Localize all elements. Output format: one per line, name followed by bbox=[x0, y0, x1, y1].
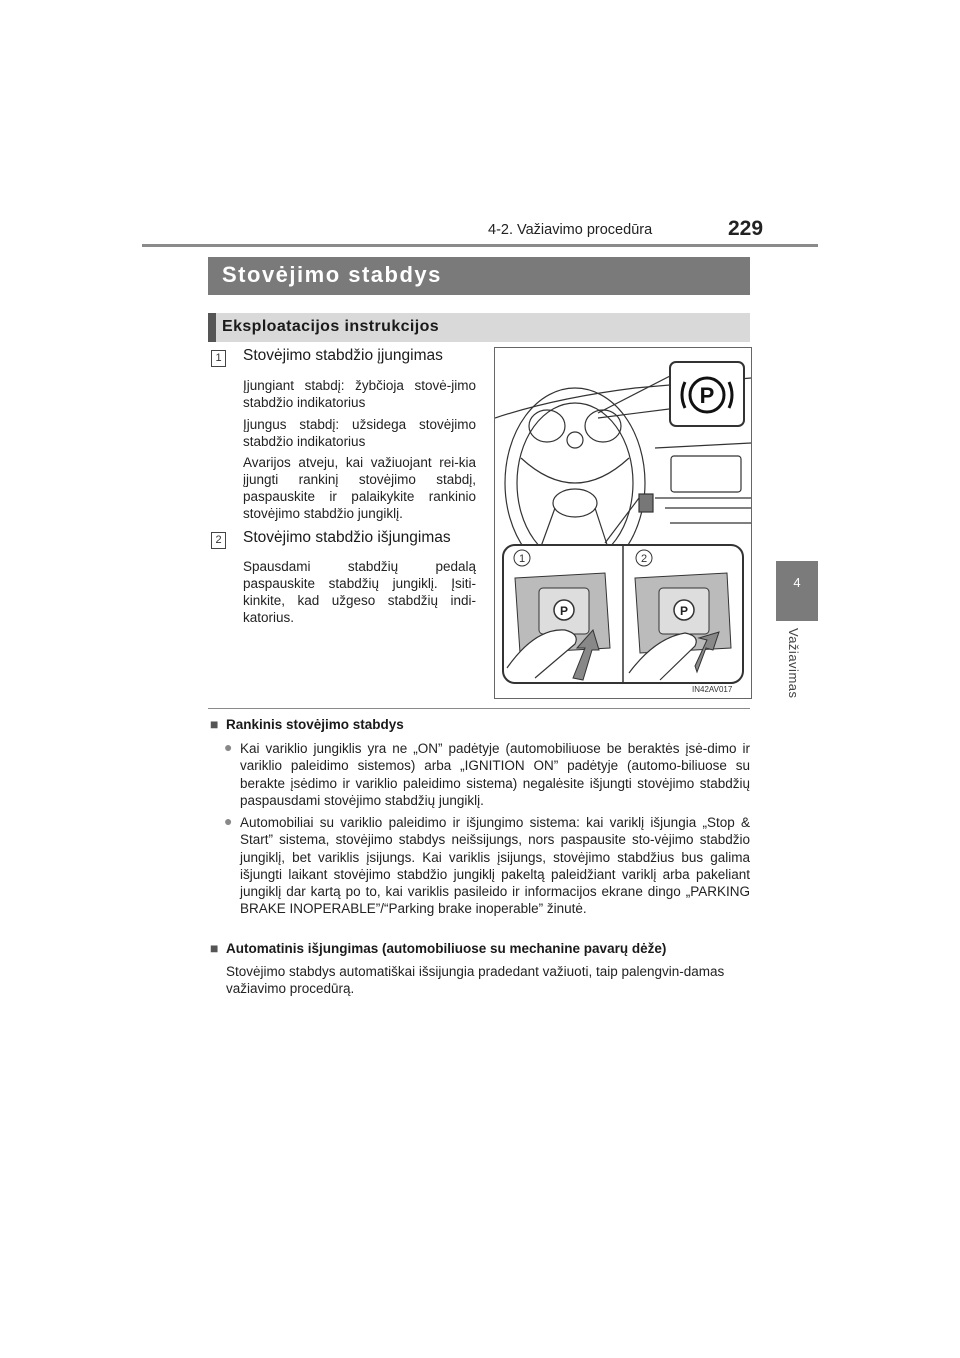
bullet-dot-icon: ● bbox=[224, 739, 233, 755]
note-2-heading: Automatinis išjungimas (automobiliuose su mechanine pavarų dėže) bbox=[226, 941, 667, 956]
step-heading-1: Stovėjimo stabdžio įjungimas bbox=[243, 347, 443, 364]
figure-code: IN42AV017 bbox=[692, 685, 733, 694]
subtitle-accent bbox=[208, 313, 216, 342]
section-title: 4-2. Važiavimo procedūra bbox=[488, 222, 653, 238]
chapter-tab bbox=[776, 561, 818, 621]
step-number-2: 2 bbox=[211, 532, 226, 549]
bullet-dot-icon: ● bbox=[224, 813, 233, 829]
note-1-bullet-2: Automobiliai su variklio paleidimo ir išjungimo sistema: kai variklį išjungia „Stop & Start” sistema, stovėjimo stabdys neišsijungs, nors paspausite sto-vėjimo stabdžio jungiklį, bet variklis įsijungs. Kai variklis įsijungs, stovėjimo stabdžius bus galima išjungti laikant stovėjimo stabdžio jungiklį pakeltą paleidžiant variklį arba pakeliant jungiklį dar kartą po to, kai variklis pasileido ir informacijos ekrane dingo „PARKING BRAKE INOPERABLE”/“Parking brake inoperable” žinutė. bbox=[240, 815, 750, 917]
indicator-symbol: P bbox=[699, 383, 715, 408]
note-1-heading: Rankinis stovėjimo stabdys bbox=[226, 717, 404, 732]
step-1-paragraph-2: Įjungus stabdį: užsidega stovėjimo stabdžio indikatorius bbox=[243, 417, 476, 449]
switch-symbol-1: P bbox=[559, 604, 569, 618]
step-heading-2: Stovėjimo stabdžio išjungimas bbox=[243, 529, 451, 546]
chapter-label: Važiavimas bbox=[786, 628, 801, 699]
page-title: Stovėjimo stabdys bbox=[222, 262, 442, 287]
note-2-text: Stovėjimo stabdys automatiškai išsijungia pradedant važiuoti, taip palengvin-damas važiavimo procedūrą. bbox=[226, 964, 725, 997]
note-2-marker-icon: ■ bbox=[210, 940, 219, 956]
step-1-paragraph-3: Avarijos atveju, kai važiuojant rei-kia įjungti rankinį stovėjimo stabdį, paspauskite ir palaikykite rankinio stovėjimo stabdžio jungiklį. bbox=[243, 455, 476, 521]
step-number-1: 1 bbox=[211, 350, 226, 367]
notes-divider bbox=[208, 708, 750, 709]
step-2-paragraph-1: Spausdami stabdžių pedalą paspauskite stabdžių jungiklį. Įsiti-kinkite, kad užgeso stabdžių indi-katorius. bbox=[243, 559, 476, 625]
illustration-drawing bbox=[495, 348, 751, 698]
page-number: 229 bbox=[728, 217, 764, 240]
callout-number-1: 1 bbox=[518, 553, 526, 565]
header-divider bbox=[142, 244, 818, 247]
callout-number-2: 2 bbox=[640, 553, 648, 565]
note-1-bullet-1: Kai variklio jungiklis yra ne „ON” padėtyje (automobiliuose be beraktės įsė-dimo ir variklio paleidimo sistemos) arba „IGNITION ON” padėtyje (automo-biliuose su berakte įsėdimo ir variklio paleidimo sistema) negalėsite išjungti stovėjimo stabdžių paspausdami stovėjimo stabdžių jungiklį. bbox=[240, 741, 750, 808]
step-1-paragraph-1: Įjungiant stabdį: žybčioja stovė-jimo stabdžio indikatorius bbox=[243, 378, 476, 410]
chapter-number: 4 bbox=[793, 575, 801, 590]
subtitle: Eksploatacijos instrukcijos bbox=[222, 318, 440, 335]
switch-symbol-2: P bbox=[679, 604, 689, 618]
parking-brake-illustration bbox=[494, 347, 752, 699]
note-1-marker-icon: ■ bbox=[210, 716, 219, 732]
